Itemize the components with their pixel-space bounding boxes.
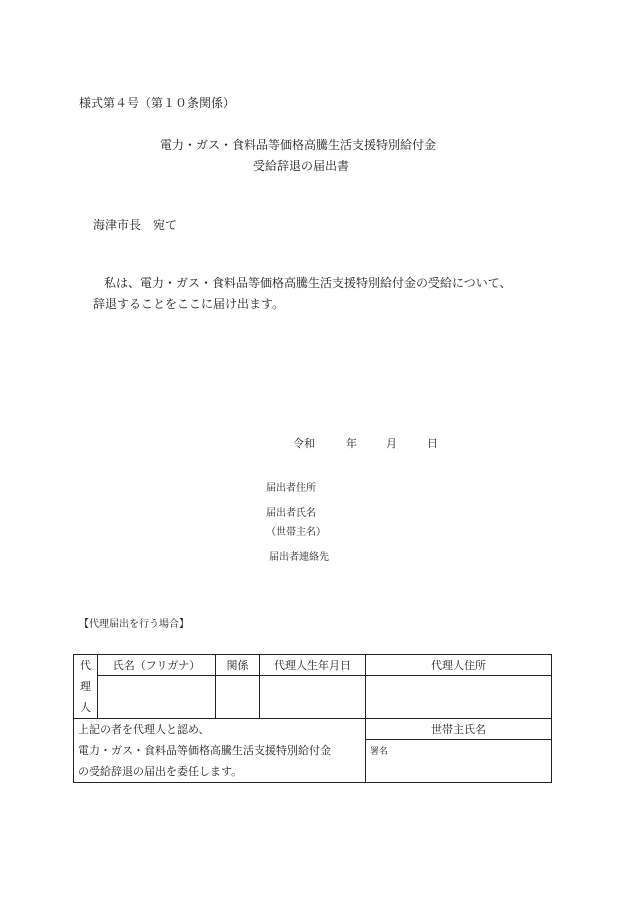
header-proxy-birthdate: 代理人生年月日 bbox=[260, 655, 366, 676]
householder-signature-field[interactable] bbox=[366, 740, 552, 783]
proxy-row-header bbox=[74, 655, 98, 719]
addressee: 海津市長 宛て bbox=[93, 218, 178, 232]
proxy-char-1: 代 bbox=[80, 659, 91, 672]
form-number: 様式第４号（第１０条関係） bbox=[79, 96, 236, 110]
applicant-contact-label: 届出者連絡先 bbox=[269, 552, 329, 563]
applicant-name-label: 届出者氏名 bbox=[266, 508, 316, 519]
proxy-section-heading: 【代理届出を行う場合】 bbox=[79, 619, 189, 630]
proxy-birthdate-field[interactable] bbox=[260, 676, 366, 719]
body-text-line-1: 私は、電力・ガス・食料品等価格高騰生活支援特別給付金の受給について、 bbox=[104, 276, 512, 290]
title-line-1: 電力・ガス・食料品等価格高騰生活支援特別給付金 bbox=[160, 138, 437, 152]
proxy-char-3: 人 bbox=[80, 701, 91, 714]
date-month: 月 bbox=[386, 437, 397, 450]
delegation-line-1: 上記の者を代理人と認め、 bbox=[78, 723, 210, 736]
signature-label: 署名 bbox=[370, 747, 389, 757]
applicant-address-label: 届出者住所 bbox=[266, 483, 316, 494]
title-line-2: 受給辞退の届出書 bbox=[253, 159, 350, 173]
date-year: 年 bbox=[346, 437, 357, 450]
applicant-name-sub-label: （世帯主名） bbox=[266, 527, 326, 538]
delegation-line-2: 電力・ガス・食料品等価格高騰生活支援特別給付金 bbox=[78, 744, 331, 757]
body-text-line-2: 辞退することをここに届け出ます。 bbox=[93, 297, 285, 311]
proxy-name-field[interactable] bbox=[98, 676, 216, 719]
delegation-statement bbox=[74, 719, 366, 783]
header-name-furigana: 氏名（フリガナ） bbox=[98, 655, 216, 676]
date-era: 令和 bbox=[293, 437, 315, 450]
proxy-table bbox=[73, 654, 552, 783]
proxy-char-2: 理 bbox=[80, 680, 91, 693]
date-day: 日 bbox=[427, 437, 438, 450]
delegation-line-3: の受給辞退の届出を委任します。 bbox=[78, 765, 243, 778]
proxy-address-field[interactable] bbox=[366, 676, 552, 719]
householder-name-header: 世帯主氏名 bbox=[366, 719, 552, 740]
proxy-relationship-field[interactable] bbox=[216, 676, 260, 719]
header-proxy-address: 代理人住所 bbox=[366, 655, 552, 676]
header-relationship: 関係 bbox=[216, 655, 260, 676]
